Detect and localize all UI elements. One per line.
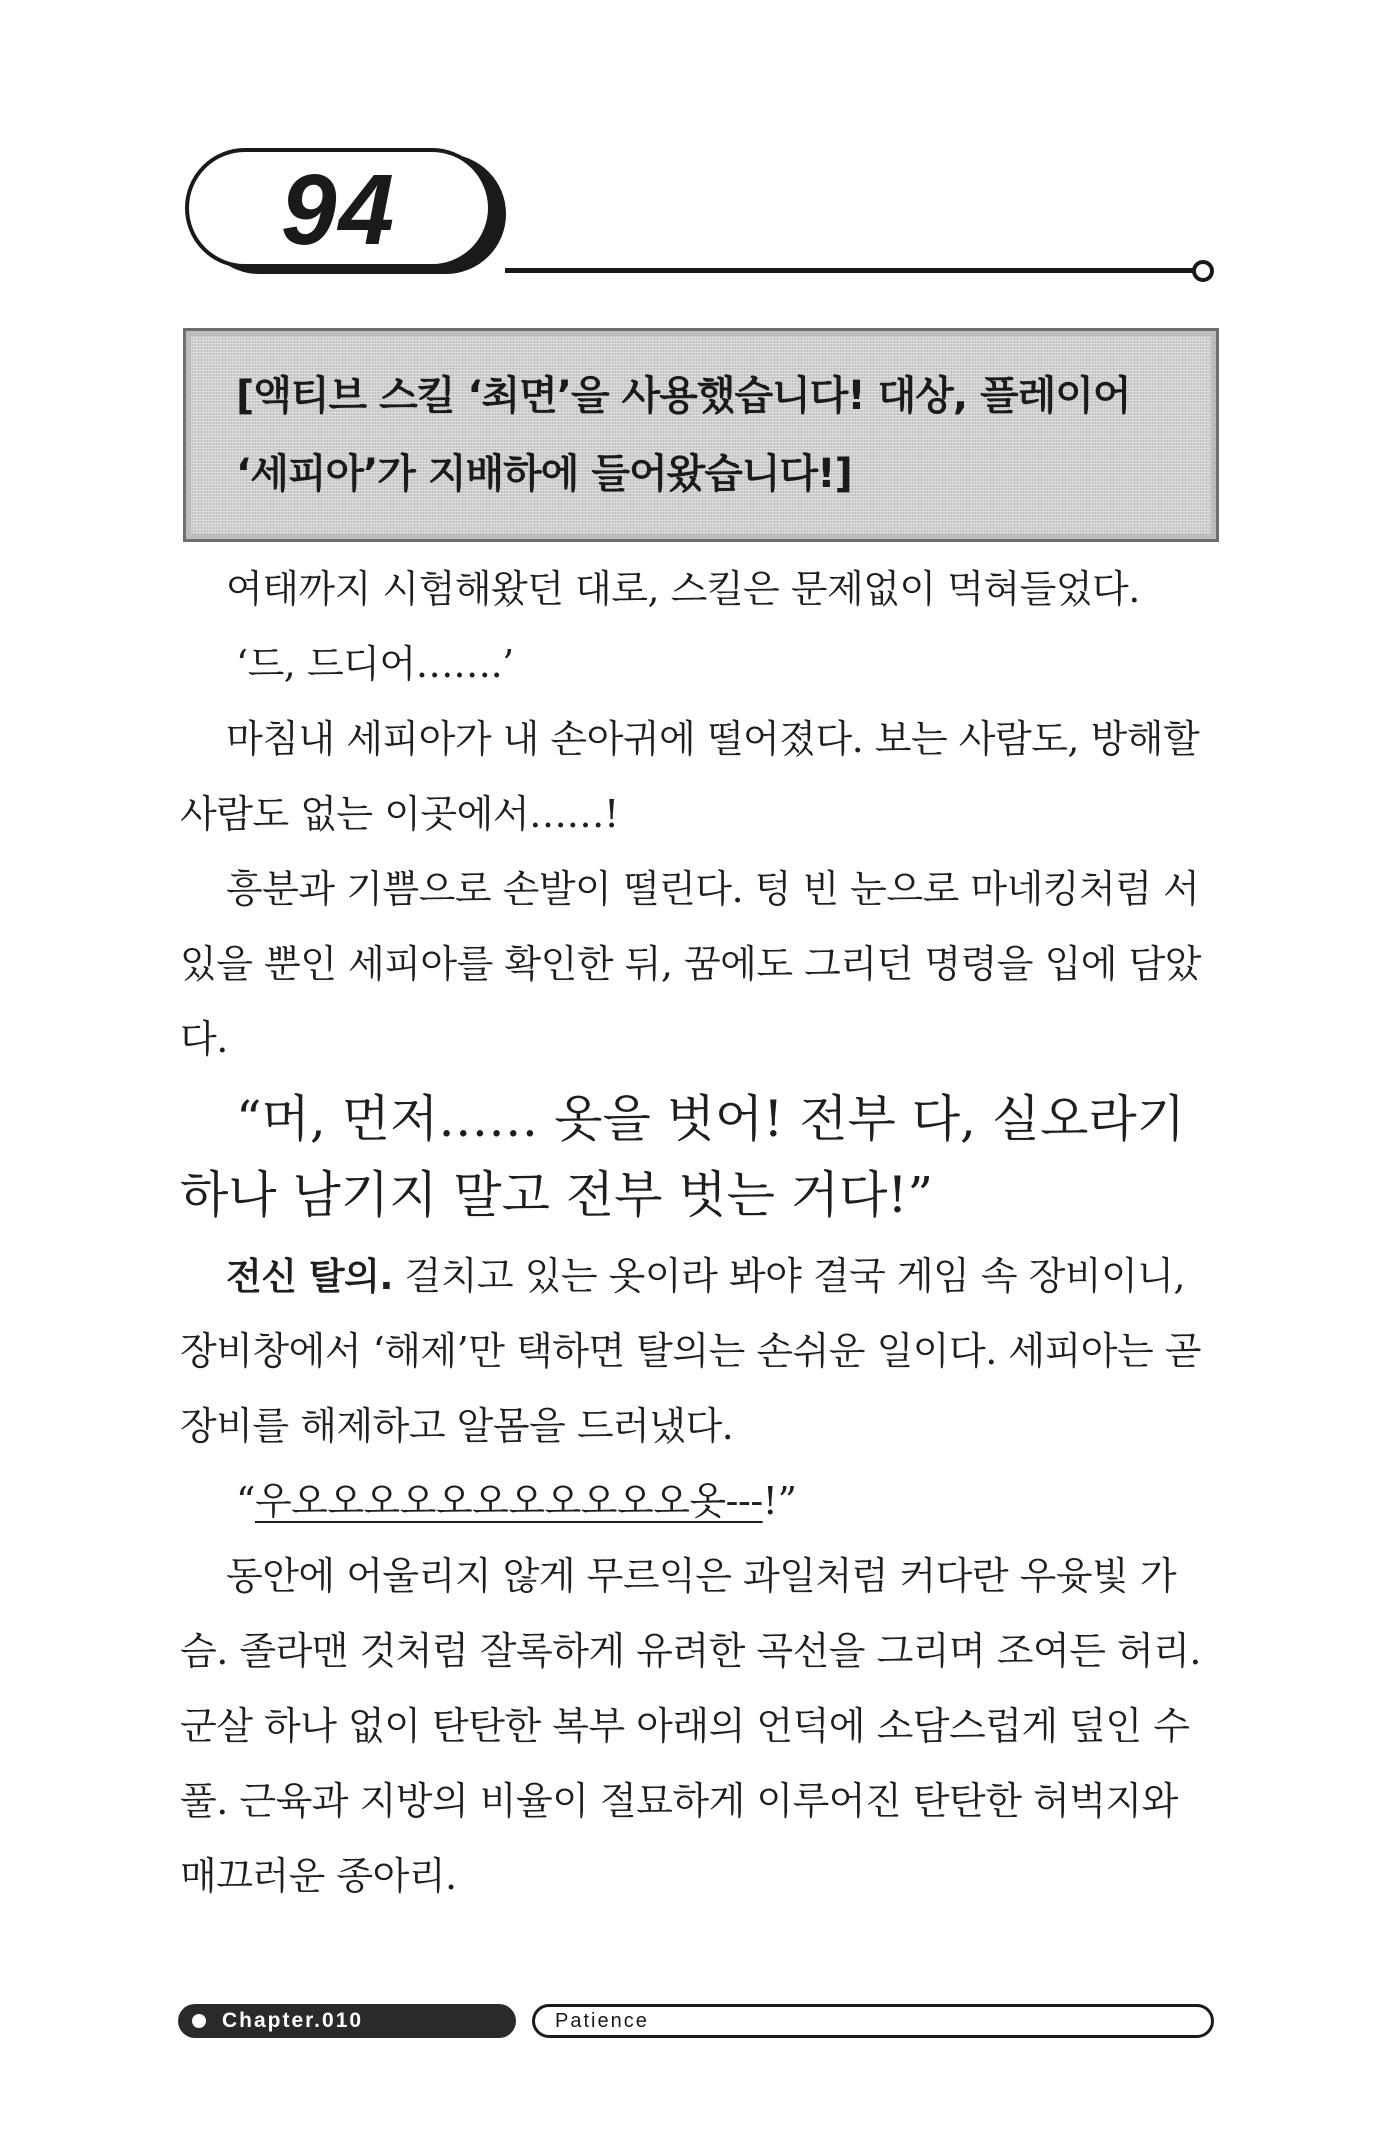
paragraph-exclamation <box>180 1464 1220 1539</box>
footer-chapter-title <box>532 2004 1214 2038</box>
close-quote: !” <box>762 1479 797 1523</box>
system-message-box <box>183 328 1219 542</box>
underlined-exclamation: 우오오오오오오오오오오오옷--- <box>254 1479 763 1523</box>
paragraph <box>180 1239 1220 1464</box>
bullet-dot-icon <box>192 2014 206 2028</box>
chapter-text: Chapter.010 <box>222 2009 364 2032</box>
paragraph-rest: 걸치고 있는 옷이라 봐야 결국 게임 속 장비이니, 장비창에서 ‘해제’만 택하면 탈의는 손쉬운 일이다. 세피아는 곧 장비를 해제하고 알몸을 드러냈다. <box>180 1254 1201 1448</box>
system-message-line-2: ‘세피아’가 지배하에 들어왔습니다!] <box>236 451 852 497</box>
bold-lead-phrase: 전신 탈의. <box>226 1255 393 1298</box>
paragraph: 마침내 세피아가 내 손아귀에 떨어졌다. 보는 사람도, 방해할 사람도 없는 이곳에서……! <box>180 717 1200 836</box>
paragraph-thought: ‘드, 드디어…….’ <box>236 642 514 686</box>
page-number-badge <box>185 148 492 268</box>
header-rule <box>505 268 1195 273</box>
system-message-text <box>236 357 1186 513</box>
open-quote: “ <box>236 1479 255 1523</box>
paragraph: 동안에 어울리지 않게 무르익은 과일처럼 커다란 우윳빛 가슴. 졸라맨 것처럼 잘록하게 유려한 곡선을 그리며 조여든 허리. 군살 하나 없이 탄탄한 복부 아래의 언덕에 소담스럽게 덮인 수풀. 근육과 지방의 비율이 절묘하게 이루어진 탄탄한 허벅지와 매끄러운 종아리. <box>180 1554 1201 1898</box>
paragraph: 여태까지 시험해왔던 대로, 스킬은 문제없이 먹혀들었다. <box>226 567 1140 611</box>
header-rule-end-dot <box>1192 260 1214 282</box>
paragraph: 흥분과 기쁨으로 손발이 떨린다. 텅 빈 눈으로 마네킹처럼 서 있을 뿐인 세피아를 확인한 뒤, 꿈에도 그리던 명령을 입에 담았다. <box>180 867 1201 1061</box>
paragraph-shout: “머, 먼저…… 옷을 벗어! 전부 다, 실오라기 하나 남기지 말고 전부 벗는 거다!” <box>180 1090 1186 1224</box>
footer-chapter-label <box>178 2004 516 2038</box>
system-message-line-1: [액티브 스킬 ‘최면’을 사용했습니다! 대상, 플레이어 <box>236 373 1131 419</box>
page-number: 94 <box>280 154 397 266</box>
body-text <box>180 552 1220 1914</box>
chapter-title-text: Patience <box>555 2009 649 2032</box>
